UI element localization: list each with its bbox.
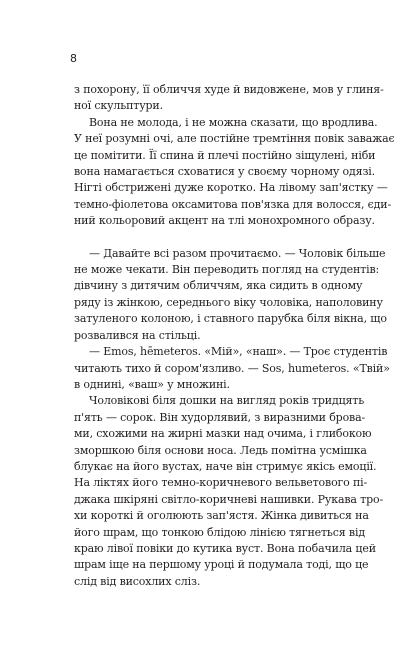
body-text — [74, 82, 395, 590]
text-line: Вона не молода, і не можна сказати, що вродлива. — [89, 115, 378, 129]
text-line: У неї розумні очі, але постійне тремтіння повік заважає — [74, 132, 395, 146]
text-line: слід від висохлих сліз. — [74, 574, 201, 588]
text-line: зморшкою біля основи носа. Ледь помітна усмішка — [74, 443, 367, 457]
text-line: краю лівої повіки до кутика вуст. Вона побачила цей — [74, 541, 376, 555]
text-line: — Emos, hēmeteros. «Мій», «наш». — Троє студентів — [89, 345, 388, 359]
text-line: ми, схожими на жирні мазки над очима, і глибокою — [74, 427, 372, 441]
text-line: вона намагається сховатися у своєму чорному одязі. — [74, 165, 376, 179]
text-line: На ліктях його темно-коричневого вельветового пі- — [74, 476, 368, 490]
text-line: п'ять — сорок. Він худорлявий, з виразними брова- — [74, 410, 366, 424]
text-line: затуленого колоною, і ставного парубка біля вікна, що — [74, 312, 387, 326]
text-line: його шрам, що тонкою блідою лінією тягнеться від — [74, 525, 365, 539]
text-line: розвалився на стільці. — [74, 328, 201, 342]
text-line: джака шкіряні світло-коричневі нашивки. Рукава тро- — [74, 492, 384, 506]
text-line: ний кольоровий акцент на тлі монохромного образу. — [74, 214, 375, 228]
text-line: з похорону, її обличчя худе й видовжене, мов у глиня- — [74, 83, 384, 96]
text-line: читають тихо й сором'язливо. — Sos, humeteros. «Твій» — [74, 361, 390, 375]
text-line: ної скульптури. — [74, 99, 163, 113]
text-line: шрам іще на першому уроці й подумала тоді, що це — [74, 558, 369, 572]
text-line: блукає на його вустах, наче він стримує якісь емоції. — [74, 459, 377, 473]
text-line: — Давайте всі разом прочитаємо. — Чоловік більше — [89, 246, 386, 260]
text-line: темно-фіолетова оксамитова пов'язка для волосся, єди- — [74, 197, 392, 211]
text-line: в однині, «ваш» у множині. — [74, 377, 230, 391]
text-line: Нігті обстрижені дуже коротко. На лівому зап'ястку — — [74, 181, 388, 195]
text-line: дівчину з дитячим обличчям, яка сидить в одному — [74, 279, 363, 293]
page-number: 8 — [70, 52, 77, 65]
section-break — [74, 230, 353, 246]
text-line: це помітити. Її спина й плечі постійно зіщулені, ніби — [74, 148, 376, 162]
text-line: Чоловікові біля дошки на вигляд років тридцять — [89, 394, 365, 408]
text-line: ряду із жінкою, середнього віку чоловіка, наполовину — [74, 295, 383, 309]
text-line: хи короткі й оголюють зап'ястя. Жінка дивиться на — [74, 509, 369, 523]
text-line: не може чекати. Він переводить погляд на студентів: — [74, 263, 380, 277]
